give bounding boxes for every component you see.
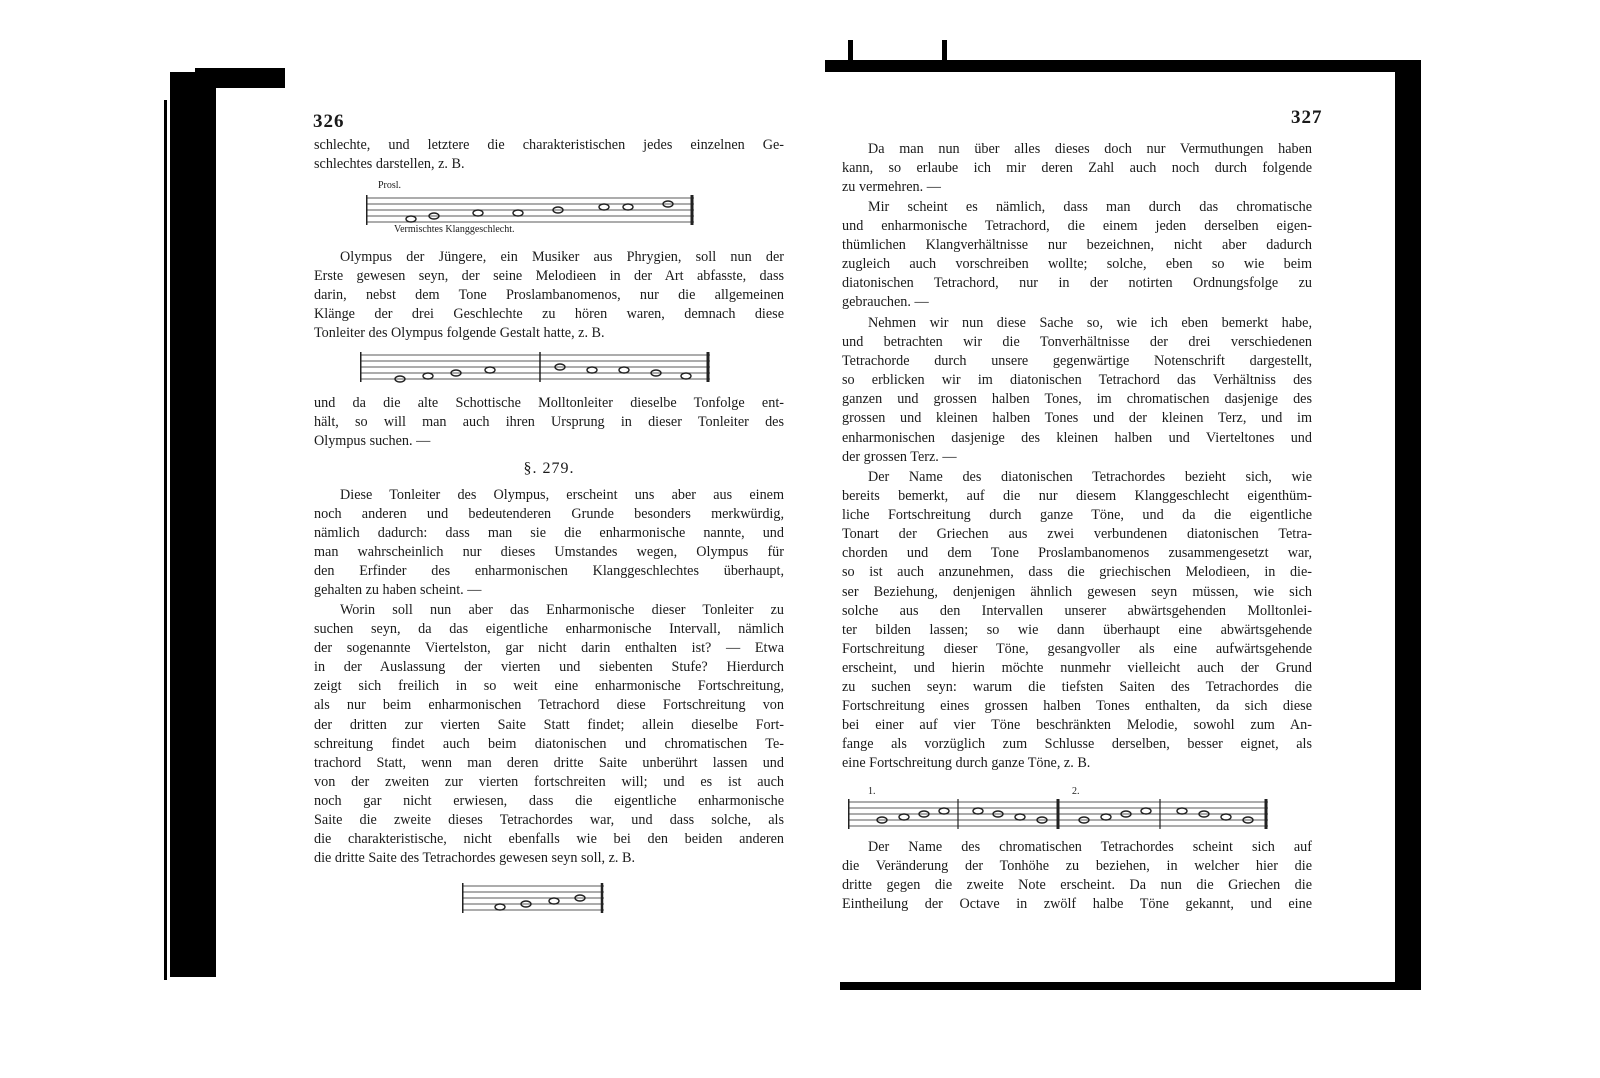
text-line: erscheint, und hierin möchte nunmehr vielleicht auch der Grund: [842, 659, 1312, 676]
section-heading: §. 279.: [523, 460, 575, 477]
text-line: ganzen und grossen halben Tones, im chromatischen dasjenige des: [842, 391, 1312, 408]
scan-edge-right-side: [1395, 60, 1421, 990]
text-line: und enharmonische Tetrachord, die einem jeden derselben eigen-: [842, 218, 1312, 235]
text-line: der sogenannte Viertelston, gar nicht darin enthalten ist? — Etwa: [314, 640, 784, 657]
text-line: enharmonischen dasjenige des kleinen halben und Vierteltones und: [842, 429, 1312, 446]
text-line: zeigt sich freilich in so weit eine enharmonische Fortschreitung,: [314, 678, 784, 695]
text-line: darin, nebst dem Tone Proslambanomenos, nur die allgemeinen: [314, 287, 784, 304]
text-line: und betrachten wir die Tonverhältnisse der drei verschiedenen: [842, 334, 1312, 351]
text-line: den Erfinder des enharmonischen Klanggeschlechtes überhaupt,: [314, 563, 784, 580]
scan-edge-left-page: [170, 72, 216, 977]
text-line: thümlichen Klangverhältnisse nur bezeichnen, nicht aber dadurch: [842, 237, 1312, 254]
text-line: Olympus suchen. —: [314, 433, 431, 450]
text-line: noch gar nicht erwiesen, dass die eigentliche enharmonische: [314, 792, 784, 809]
text-line: eine Fortschreitung durch ganze Töne, z. B.: [842, 755, 1091, 772]
text-line: noch anderen und bedeutenderen Grunde besonders merkwürdig,: [314, 506, 784, 523]
text-line: Tonleiter des Olympus folgende Gestalt hatte, z. B.: [314, 325, 605, 342]
text-line: Fortschreitung eines grossen halben Tones enthalten, da sich diese: [842, 698, 1312, 715]
right-paragraph-3: [842, 314, 1312, 467]
text-line: in der Auslassung der vierten und siebenten Stufe? Hierdurch: [314, 659, 784, 676]
music-example-caption: Vermischtes Klanggeschlecht.: [394, 224, 515, 235]
text-line: Diese Tonleiter des Olympus, erscheint uns aber aus einem: [340, 487, 784, 503]
music-example-4: [848, 798, 1274, 830]
text-line: gebrauchen. —: [842, 294, 929, 311]
text-line: Nehmen wir nun diese Sache so, wie ich eben bemerkt habe,: [868, 315, 1312, 331]
text-line: hält, so will man auch ihren Ursprung in dieser Tonleiter des: [314, 414, 784, 431]
text-line: Mir scheint es nämlich, dass man durch das chromatische: [868, 199, 1312, 215]
text-line: solche aus den Intervallen unserer abwärtsgehenden Molltonlei-: [842, 602, 1312, 619]
text-line: suchen seyn, da das eigentliche enharmonische Intervall, nämlich: [314, 621, 784, 638]
scan-edge-right-top: [825, 60, 1415, 72]
right-paragraph-4: [842, 468, 1312, 774]
music-example-number: 2.: [1072, 786, 1080, 797]
text-line: bereits bemerkt, auf die nur diesem Klanggeschlecht eigenthüm-: [842, 488, 1312, 505]
text-line: Der Name des diatonischen Tetrachordes bezieht sich, wie: [868, 469, 1312, 485]
text-line: Klänge der drei Geschlechte zu hören waren, demnach diese: [314, 306, 784, 323]
text-line: ter bilden lassen; so wie dann überhaupt eine abwärtsgehende: [842, 621, 1312, 638]
text-line: schreitung findet auch beim diatonischen und chromatischen Te-: [314, 735, 784, 752]
text-line: bei einer auf vier Töne beschränkten Melodie, sowohl zum An-: [842, 717, 1312, 734]
text-line: Da man nun über alles dieses doch nur Vermuthungen haben: [868, 141, 1312, 157]
text-line: zu vermehren. —: [842, 179, 941, 196]
text-line: gehalten zu haben scheint. —: [314, 582, 482, 599]
music-example-3: [462, 882, 612, 914]
scan-mark-top-1: [848, 40, 853, 66]
text-line: Tetrachorde durch unsere gegenwärtige Notenschrift dargestellt,: [842, 353, 1312, 370]
text-line: Der Name des chromatischen Tetrachordes scheint sich auf: [868, 839, 1312, 855]
text-line: der grossen Terz. —: [842, 448, 957, 465]
text-line: man wahrscheinlich nur dieses Umstandes wegen, Olympus für: [314, 544, 784, 561]
text-line: Erste gewesen seyn, der seine Melodieen in der Art abfasste, dass: [314, 268, 784, 285]
left-paragraph-5: [314, 601, 784, 868]
music-example-number: 1.: [868, 786, 876, 797]
music-example-label: Prosl.: [378, 180, 402, 191]
left-page: [216, 88, 816, 988]
right-paragraph-2: [842, 198, 1312, 313]
text-line: schlechte, und letztere die charakteristischen jedes einzelnen Ge-: [314, 137, 784, 153]
text-line: kann, so erlaube ich mir deren Zahl auch noch durch folgende: [842, 160, 1312, 177]
text-line: dritte gegen die zweite Note erscheint. Da nun die Griechen die: [842, 877, 1312, 894]
text-line: fange als vorzüglich zum Schlusse derselben, besser eignet, als: [842, 736, 1312, 753]
scan-mark-top-2: [942, 40, 947, 66]
scan-edge-left-top: [195, 68, 285, 88]
text-line: so ist auch anzunehmen, dass die griechischen Melodieen, in die-: [842, 564, 1312, 581]
left-paragraph-1: [314, 136, 784, 174]
left-paragraph-2: [314, 248, 784, 343]
text-line: zu suchen seyn: warum die tiefsten Saiten des Tetrachordes die: [842, 679, 1312, 696]
page-number: 327: [1291, 107, 1323, 128]
text-line: zugleich auch vorschreiben wollte; solche, eben so wie beim: [842, 256, 1312, 273]
right-paragraph-5: [842, 838, 1312, 914]
text-line: so erblicken wir im diatonischen Tetrachord das Verhältniss des: [842, 372, 1312, 389]
scan-edge-right-bottom: [840, 982, 1410, 990]
text-line: die Veränderung der Tonhöhe zu beziehen, in welcher hier die: [842, 858, 1312, 875]
text-line: die charakteristische, nicht ebenfalls wie bei den beiden anderen: [314, 831, 784, 848]
music-example-2: [360, 350, 720, 386]
text-line: ser Beziehung, denjenigen ähnlich gewesen seyn müssen, wie sich: [842, 583, 1312, 600]
scan-mark-left-spine: [164, 100, 167, 980]
text-line: als nur beim enharmonischen Tetrachord diese Fortschreitung von: [314, 697, 784, 714]
text-line: liche Fortschreitung durch ganze Töne, und da die eigentliche: [842, 507, 1312, 524]
right-page: [828, 72, 1395, 980]
text-line: schlechtes darstellen, z. B.: [314, 156, 465, 173]
left-paragraph-4: [314, 486, 784, 601]
text-line: diatonischen Tetrachord, nur in der notirten Ordnungsfolge zu: [842, 275, 1312, 292]
text-line: nämlich dadurch: dass man sie die enharmonische nannte, und: [314, 525, 784, 542]
text-line: Fortschreitung dieser Töne, gesangvoller als eine aufwärtsgehende: [842, 640, 1312, 657]
text-line: Saite die zweite dieses Tetrachordes war, und dass solche, als: [314, 812, 784, 829]
text-line: grossen und kleinen halben Tones und der kleinen Terz, und im: [842, 410, 1312, 427]
text-line: chorden und dem Tone Proslambanomenos zusammengesetzt war,: [842, 545, 1312, 562]
text-line: Eintheilung der Octave in zwölf halbe Töne gekannt, und eine: [842, 896, 1312, 913]
text-line: Worin soll nun aber das Enharmonische dieser Tonleiter zu: [340, 602, 784, 618]
text-line: Olympus der Jüngere, ein Musiker aus Phrygien, soll nun der: [340, 249, 784, 265]
text-line: die dritte Saite des Tetrachordes gewesen seyn soll, z. B.: [314, 850, 636, 867]
right-paragraph-1: [842, 140, 1312, 197]
text-line: Tonart der Griechen aus zwei verbundenen diatonischen Tetra-: [842, 526, 1312, 543]
left-paragraph-3: [314, 394, 784, 451]
text-line: von der zweiten zur vierten fortschreiten will; und es ist auch: [314, 773, 784, 790]
text-line: und da die alte Schottische Molltonleiter dieselbe Tonfolge ent-: [314, 395, 784, 411]
text-line: der dritten zur vierten Saite Statt findet; allein dieselbe Fort-: [314, 716, 784, 733]
page-number: 326: [313, 111, 345, 132]
text-line: trachord Statt, wenn man deren dritte Saite unberührt lassen und: [314, 754, 784, 771]
